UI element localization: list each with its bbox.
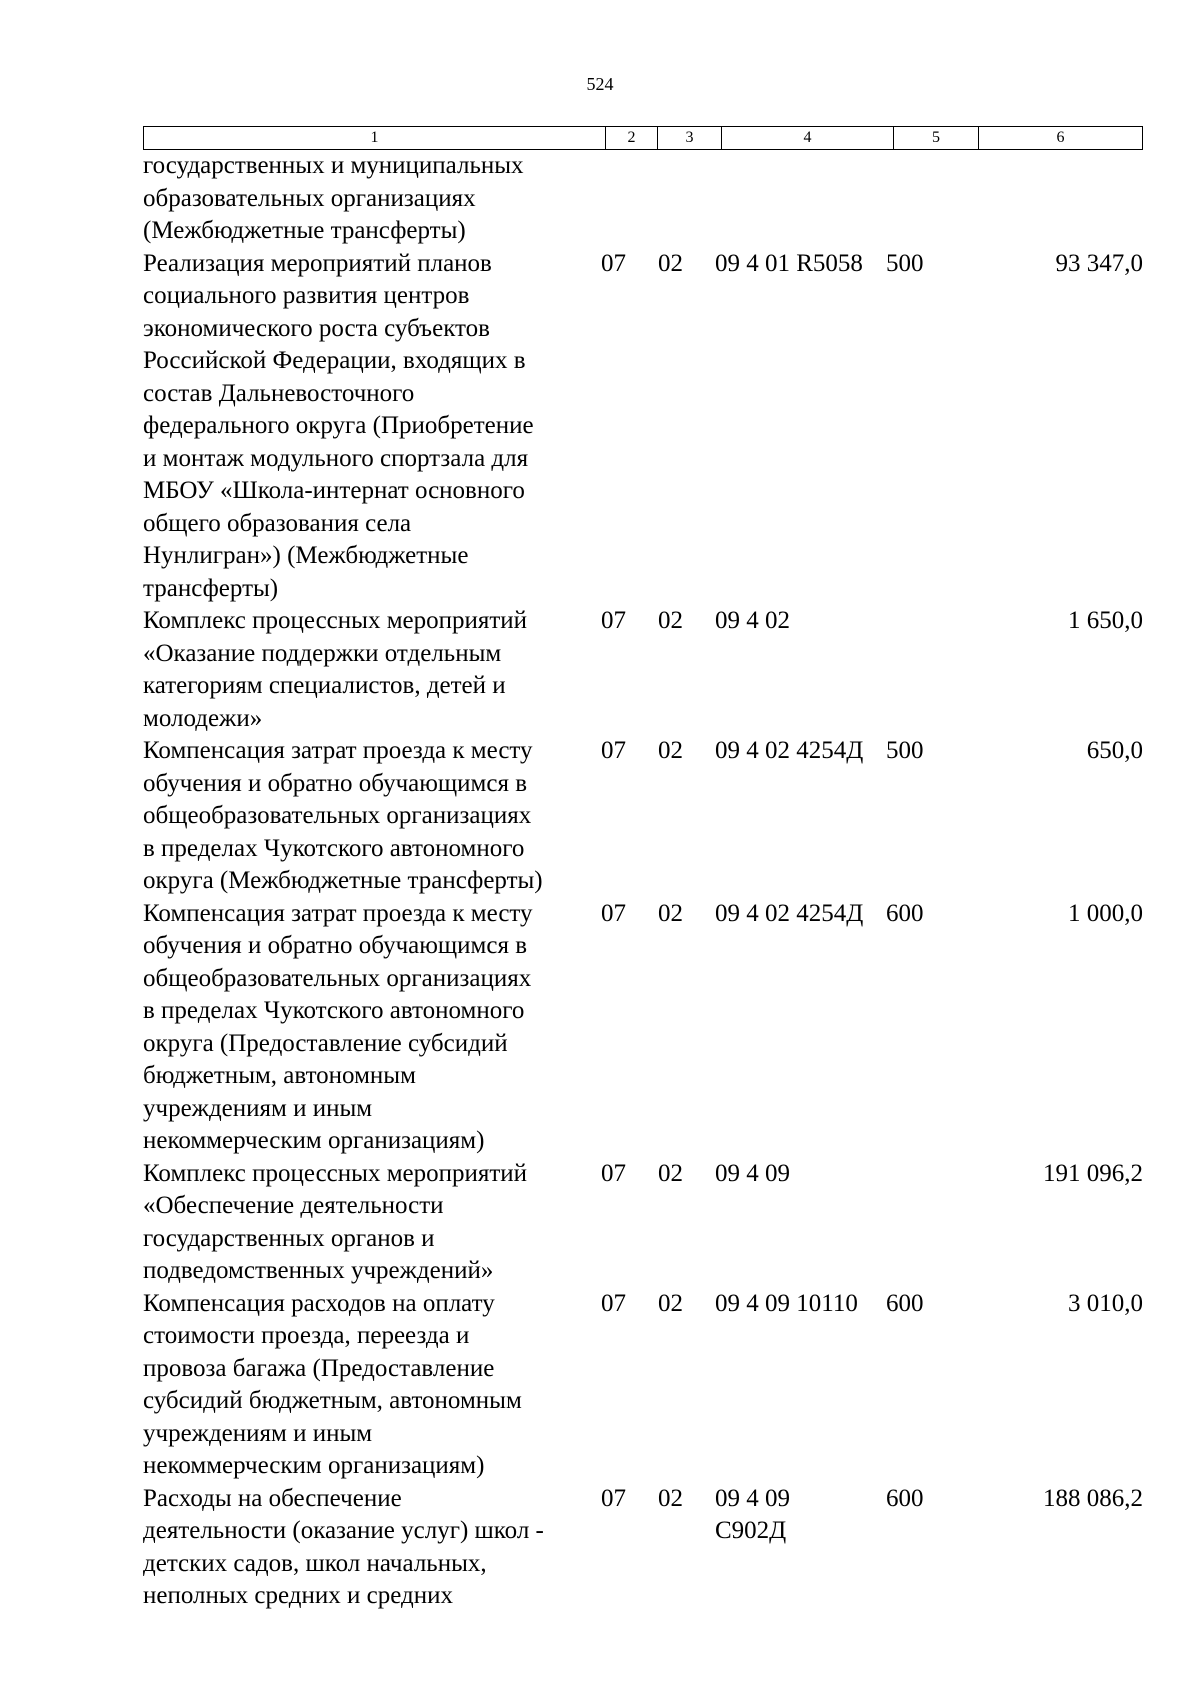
row-amount: 650,0 [1086, 737, 1143, 764]
table-row [143, 248, 1143, 606]
row-target-code: 09 4 09 [715, 1159, 790, 1187]
row-subsection: 02 [658, 1484, 683, 1512]
row-description: Компенсация затрат проезда к месту обучения и обратно обучающимся в общеобразовательных организациях в пределах Чукотского автономного округа (Межбюджетные трансферты) [143, 737, 543, 894]
row-description: государственных и муниципальных образовательных организациях (Межбюджетные трансферты) [143, 152, 524, 244]
row-amount: 93 347,0 [1055, 249, 1143, 277]
header-col-1: 1 [144, 127, 606, 149]
row-description: Комплекс процессных мероприятий «Обеспечение деятельности государственных органов и подведомственных учреждений» [143, 1159, 528, 1284]
table-row [143, 605, 1143, 735]
row-target-code: 09 4 09 10110 [715, 1289, 858, 1317]
header-col-2: 2 [606, 127, 658, 149]
header-col-5: 5 [894, 127, 979, 149]
table-row [143, 1288, 1143, 1483]
row-target-code: 09 4 02 4254Д [715, 737, 864, 764]
row-amount: 3 010,0 [1068, 1289, 1143, 1317]
row-target-code: 09 4 01 R5058 [715, 249, 863, 277]
row-expense-type: 500 [886, 737, 924, 764]
row-target-code: 09 4 02 [715, 607, 790, 634]
row-description: Комплекс процессных мероприятий «Оказание поддержки отдельным категориям специалистов, детей и молодежи» [143, 607, 528, 732]
row-amount: 191 096,2 [1043, 1159, 1143, 1187]
row-expense-type: 500 [886, 249, 924, 277]
row-target-code: 09 4 02 4254Д [715, 899, 864, 927]
row-description: Расходы на обеспечение деятельности (оказание услуг) школ - детских садов, школ начальных, неполных средних и средних [143, 1484, 544, 1609]
row-subsection: 02 [658, 899, 683, 927]
row-amount: 1 650,0 [1068, 607, 1143, 634]
row-section: 07 [601, 1159, 626, 1187]
row-section: 07 [601, 1484, 626, 1512]
row-expense-type: 600 [886, 899, 924, 927]
row-subsection: 02 [658, 607, 683, 634]
row-description: Компенсация затрат проезда к месту обучения и обратно обучающимся в общеобразовательных организациях в пределах Чукотского автономного округа (Предоставление субсидий бюджетным, автономным учреждениям и иным некоммерческим организациям) [143, 899, 533, 1154]
row-subsection: 02 [658, 1289, 683, 1317]
row-section: 07 [601, 1289, 626, 1317]
page-number: 524 [586, 74, 614, 94]
row-amount: 1 000,0 [1068, 899, 1143, 927]
row-target-code: 09 4 09 С902Д [715, 1484, 790, 1544]
table-row [143, 1483, 1143, 1613]
header-col-4: 4 [722, 127, 894, 149]
table-header [143, 126, 1143, 150]
row-subsection: 02 [658, 1159, 683, 1187]
table-row [143, 150, 1143, 248]
header-col-6: 6 [1056, 129, 1065, 146]
table-body [143, 150, 1143, 1613]
row-description: Реализация мероприятий планов социального развития центров экономического роста субъектов Российской Федерации, входящих в состав Дальневосточного федерального округа (Приобретение и монтаж модульного спортзала для МБОУ «Школа-интернат основного общего образования села Нунлигран») (Межбюджетные трансферты) [143, 249, 534, 602]
row-amount: 188 086,2 [1043, 1484, 1143, 1512]
row-subsection: 02 [658, 249, 683, 277]
row-section: 07 [601, 737, 626, 764]
header-col-3: 3 [658, 127, 722, 149]
row-section: 07 [601, 607, 626, 634]
row-expense-type: 600 [886, 1484, 924, 1512]
table-row [143, 735, 1143, 898]
row-section: 07 [601, 899, 626, 927]
table-row [143, 898, 1143, 1158]
row-expense-type: 600 [886, 1289, 924, 1317]
row-section: 07 [601, 249, 626, 277]
row-description: Компенсация расходов на оплату стоимости проезда, переезда и провоза багажа (Предоставление субсидий бюджетным, автономным учреждениям и иным некоммерческим организациям) [143, 1289, 522, 1479]
row-subsection: 02 [658, 737, 683, 764]
table-row [143, 1158, 1143, 1288]
